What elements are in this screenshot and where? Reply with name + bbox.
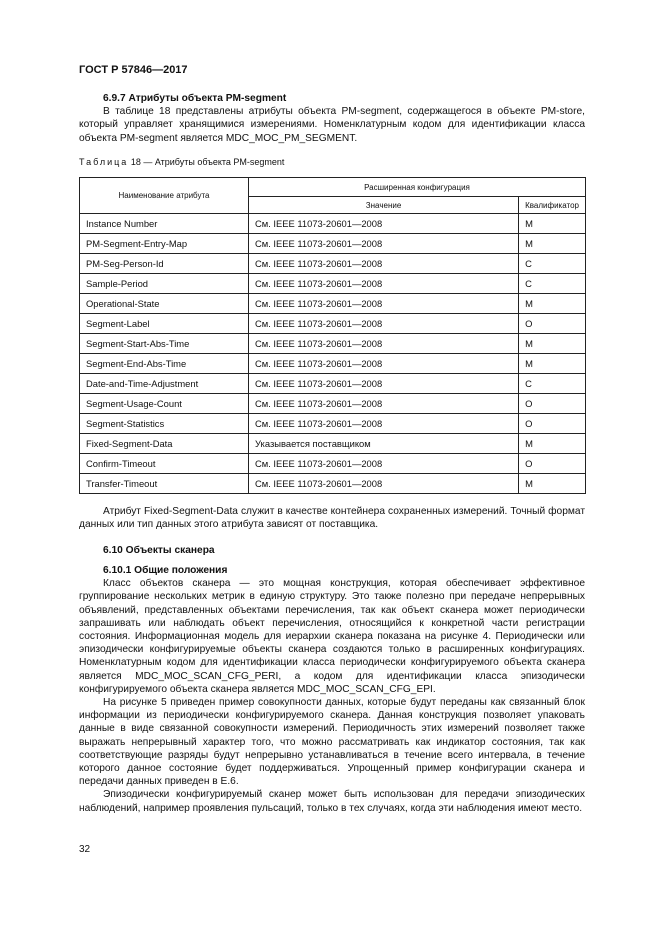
cell-attribute-name: Date-and-Time-Adjustment [80, 374, 249, 394]
table-row [80, 454, 586, 474]
table-row [80, 254, 586, 274]
cell-qualifier: M [519, 214, 586, 234]
table-row [80, 374, 586, 394]
cell-value: См. IEEE 11073-20601—2008 [249, 474, 519, 494]
note-fixed-segment-data [79, 505, 585, 531]
cell-attribute-name: Sample-Period [80, 274, 249, 294]
cell-value: См. IEEE 11073-20601—2008 [249, 234, 519, 254]
section-6-10 [79, 544, 585, 557]
cell-qualifier: O [519, 414, 586, 434]
section-heading: 6.9.7 Атрибуты объекта PM-segment [103, 93, 287, 104]
section-6-10-1 [79, 564, 585, 815]
table-row [80, 234, 586, 254]
table-row [80, 294, 586, 314]
table-row [80, 334, 586, 354]
paragraph: Класс объектов сканера — это мощная конструкция, которая обеспечивает эффективное группирование нескольких метрик в единую структуру. Это также полезно при передаче непрерывных объявлений, представленных объектами перечисления, так как объект сканера может периодически запрашивать или наблюдать объект перечисления, относящийся к конкретной части регистрации состояния. Информационная модель для иерархии сканера показана на рисунке 4. Периодически или эпизодически конфигурируемые объекты сканера создаются только в расширенных конфигурациях. Номенклатурным кодом для идентификации класса периодически конфигурируемого объекта сканера является MDC_MOC_SCAN_CFG_PERI, а кодом для идентификации класса эпизодически конфигурируемого объекта сканера является MDC_MOC_SCAN_CFG_EPI. [79, 578, 585, 695]
cell-attribute-name: Operational-State [80, 294, 249, 314]
table-row [80, 474, 586, 494]
attributes-table [79, 177, 586, 494]
cell-value: См. IEEE 11073-20601—2008 [249, 314, 519, 334]
cell-qualifier: M [519, 434, 586, 454]
table-caption-prefix: Таблица [79, 157, 129, 167]
cell-qualifier: M [519, 474, 586, 494]
cell-attribute-name: PM-Segment-Entry-Map [80, 234, 249, 254]
cell-qualifier: O [519, 314, 586, 334]
paragraph: Атрибут Fixed-Segment-Data служит в качестве контейнера сохраненных измерений. Точный формат данных или тип данных этого атрибута зависят от поставщика. [79, 506, 585, 531]
table-row [80, 394, 586, 414]
cell-value: См. IEEE 11073-20601—2008 [249, 254, 519, 274]
cell-value: См. IEEE 11073-20601—2008 [249, 334, 519, 354]
cell-value: См. IEEE 11073-20601—2008 [249, 394, 519, 414]
cell-value: См. IEEE 11073-20601—2008 [249, 454, 519, 474]
table-row [80, 274, 586, 294]
cell-attribute-name: Transfer-Timeout [80, 474, 249, 494]
cell-qualifier: C [519, 274, 586, 294]
table-caption-text: 18 — Атрибуты объекта PM-segment [130, 157, 285, 167]
cell-qualifier: O [519, 454, 586, 474]
cell-qualifier: M [519, 354, 586, 374]
table-row [80, 214, 586, 234]
cell-qualifier: M [519, 334, 586, 354]
page-number: 32 [79, 844, 91, 855]
cell-value: См. IEEE 11073-20601—2008 [249, 274, 519, 294]
cell-qualifier: M [519, 294, 586, 314]
cell-qualifier: M [519, 234, 586, 254]
column-header-value: Значение [249, 197, 519, 214]
cell-attribute-name: Confirm-Timeout [80, 454, 249, 474]
cell-qualifier: C [519, 254, 586, 274]
cell-value: См. IEEE 11073-20601—2008 [249, 374, 519, 394]
column-header-qualifier: Квалификатор [519, 197, 586, 214]
cell-value: См. IEEE 11073-20601—2008 [249, 414, 519, 434]
paragraph: Эпизодически конфигурируемый сканер может быть использован для передачи эпизодических наблюдений, например проявления пульсаций, только в тех случаях, когда эти наблюдения имеют место. [79, 789, 585, 814]
section-heading: 6.10 Объекты сканера [103, 545, 215, 556]
cell-value: Указывается поставщиком [249, 434, 519, 454]
cell-attribute-name: Segment-Statistics [80, 414, 249, 434]
cell-attribute-name: Fixed-Segment-Data [80, 434, 249, 454]
cell-attribute-name: Segment-End-Abs-Time [80, 354, 249, 374]
cell-attribute-name: Segment-Usage-Count [80, 394, 249, 414]
table-row [80, 414, 586, 434]
paragraph: На рисунке 5 приведен пример совокупности данных, которые будут переданы как связанный блок информации из периодически конфигурируемого сканера. Данная конструкция позволяет упаковать данные в виде связанной совокупности измерений. Периодичность этих измерений позволяет также выражать непрерывный характер того, что можно рассматривать как индикатор состояния, так как соответствующие разряды будут непрерывно устанавливаться в течение всего интервала, в течение которого данное состояние будет поддерживаться. Упрощенный пример конфигурации сканера и передачи данных приведен в Е.6. [79, 697, 585, 788]
table-row [80, 314, 586, 334]
table-row [80, 434, 586, 454]
cell-value: См. IEEE 11073-20601—2008 [249, 214, 519, 234]
cell-attribute-name: Instance Number [80, 214, 249, 234]
cell-qualifier: C [519, 374, 586, 394]
cell-qualifier: O [519, 394, 586, 414]
cell-attribute-name: Segment-Start-Abs-Time [80, 334, 249, 354]
table-row [80, 354, 586, 374]
table-caption [79, 157, 284, 167]
cell-attribute-name: PM-Seg-Person-Id [80, 254, 249, 274]
cell-value: См. IEEE 11073-20601—2008 [249, 294, 519, 314]
section-6-9-7 [79, 92, 585, 145]
document-id: ГОСТ Р 57846—2017 [79, 64, 188, 76]
paragraph: В таблице 18 представлены атрибуты объекта PM-segment, содержащегося в объекте PM-store, который управляет хранящимися измерениями. Номенклатурным кодом для идентификации класса объекта PM-segment является MDC_MOC_PM_SEGMENT. [79, 106, 585, 144]
column-header-name: Наименование атрибута [80, 178, 249, 214]
cell-attribute-name: Segment-Label [80, 314, 249, 334]
cell-value: См. IEEE 11073-20601—2008 [249, 354, 519, 374]
column-header-extended-config: Расширенная конфигурация [249, 178, 586, 197]
section-heading: 6.10.1 Общие положения [103, 565, 228, 576]
